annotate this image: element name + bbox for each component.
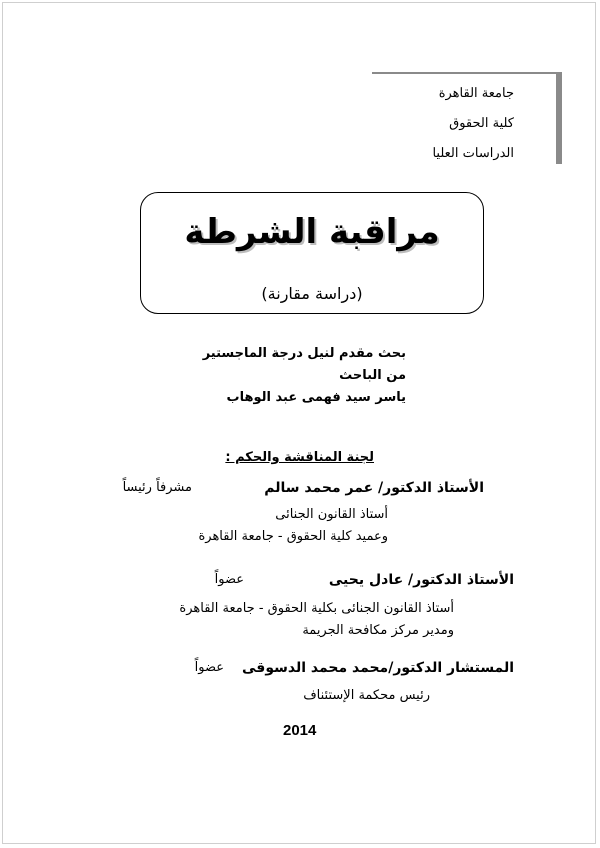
header-faculty: كلية الحقوق <box>449 116 514 131</box>
member-3-name: المستشار الدكتور/محمد محمد الدسوقى <box>241 660 514 676</box>
intro-line-2: من الباحث <box>339 368 406 383</box>
header-department: الدراسات العليا <box>432 146 514 161</box>
thesis-title: مراقبة الشرطة <box>184 212 440 252</box>
member-1-detail-2: وعميد كلية الحقوق - جامعة القاهرة <box>198 529 388 544</box>
member-3-detail-1: رئيس محكمة الإستئناف <box>303 688 430 703</box>
member-2-name: الأستاذ الدكتور/ عادل يحيى <box>328 572 514 588</box>
year: 2014 <box>283 722 317 739</box>
member-1-name: الأستاذ الدكتور/ عمر محمد سالم <box>264 480 484 496</box>
header-bracket-top <box>372 72 562 74</box>
member-2-detail-2: ومدير مركز مكافحة الجريمة <box>302 623 454 638</box>
member-2-role: عضواً <box>214 572 244 587</box>
member-2-detail-1: أستاذ القانون الجنائى بكلية الحقوق - جامعة القاهرة <box>179 601 454 616</box>
header-university: جامعة القاهرة <box>438 86 514 101</box>
member-3-role: عضواً <box>194 660 224 675</box>
member-1-detail-1: أستاذ القانون الجنائى <box>275 507 388 522</box>
member-1-role: مشرفاً رئيساً <box>122 480 192 495</box>
committee-heading: لجنة المناقشة والحكم : <box>225 450 374 465</box>
intro-line-1: بحث مقدم لنيل درجة الماجستير <box>202 346 406 361</box>
header-bracket-side <box>556 72 562 164</box>
researcher-name: ياسر سيد فهمى عبد الوهاب <box>226 390 406 405</box>
thesis-subtitle: (دراسة مقارنة) <box>261 284 363 303</box>
